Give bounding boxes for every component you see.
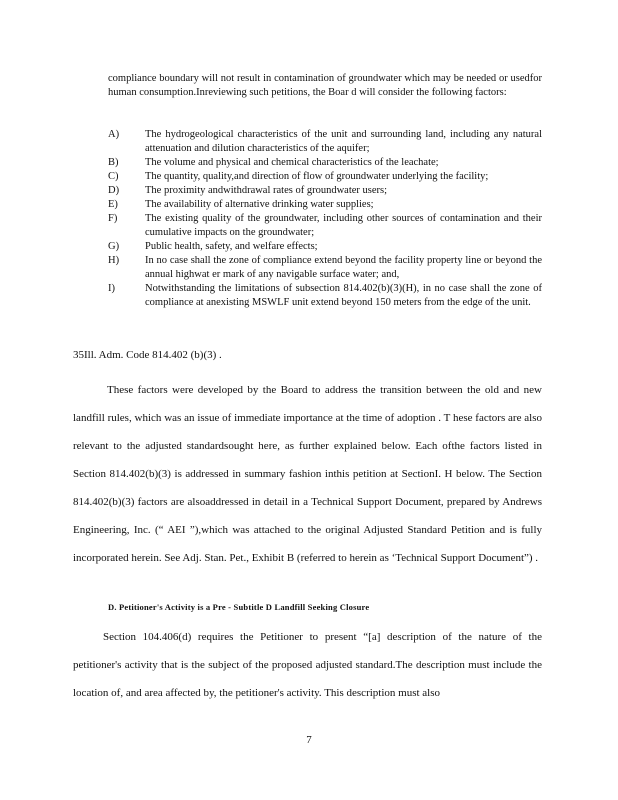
factor-label: G) bbox=[108, 241, 120, 252]
body-paragraph-1 bbox=[73, 376, 542, 572]
factor-b bbox=[108, 156, 542, 170]
factor-text: Public health, safety, and welfare effects; bbox=[145, 241, 318, 252]
paragraph-text: Section 104.406(d) requires the Petitioner to present “[a] description of the nature of the petitioner's activity that is the subject of the proposed adjusted standard.The description must include the location of, and area affected by, the petitioner's activity. This description must also bbox=[73, 631, 542, 699]
factor-g bbox=[108, 240, 542, 254]
block-quote bbox=[108, 72, 542, 99]
factor-label: I) bbox=[108, 283, 115, 294]
factor-d bbox=[108, 184, 542, 198]
factor-label: B) bbox=[108, 157, 119, 168]
section-heading: D. Petitioner's Activity is a Pre - Subtitle D Landfill Seeking Closure bbox=[108, 602, 370, 612]
factor-text: The availability of alternative drinking water supplies; bbox=[145, 199, 374, 210]
factor-text: Notwithstanding the limitations of subsection 814.402(b)(3)(H), in no case shall the zone of compliance at anexisting MSWLF unit extend beyond 150 meters from the edge of the unit. bbox=[145, 283, 542, 308]
citation: 35Ill. Adm. Code 814.402 (b)(3) . bbox=[73, 349, 222, 361]
factor-text: The existing quality of the groundwater, including other sources of contamination and their cumulative impacts on the groundwater; bbox=[145, 213, 542, 238]
factor-i bbox=[108, 282, 542, 310]
page-number: 7 bbox=[306, 734, 312, 746]
factor-f bbox=[108, 212, 542, 240]
paragraph-text: These factors were developed by the Board to address the transition between the old and new landfill rules, which was an issue of immediate importance at the time of adoption . T hese factors are also relevant to the adjusted standardsought here, as further explained below. Each ofthe factors listed in Section 814.402(b)(3) is addressed in summary fashion inthis petition at SectionI. H below. The Section 814.402(b)(3) factors are alsoaddressed in detail in a Technical Support Document, prepared by Andrews Engineering, Inc. (“ AEI ”),which was attached to the original Adjusted Standard Petition and is fully incorporated herein. See Adj. Stan. Pet., Exhibit B (referred to herein as ‘Technical Support Document”) . bbox=[73, 384, 542, 564]
factor-label: A) bbox=[108, 129, 120, 140]
factor-label: E) bbox=[108, 199, 118, 210]
factor-e bbox=[108, 198, 542, 212]
quote-intro: compliance boundary will not result in contamination of groundwater which may be needed or usedfor human consumption.Inreviewing such petitions, the Boar d will consider the following factors: bbox=[108, 73, 542, 98]
factor-text: The proximity andwithdrawal rates of groundwater users; bbox=[145, 185, 388, 196]
factor-h bbox=[108, 254, 542, 282]
factor-c bbox=[108, 170, 542, 184]
factor-text: The quantity, quality,and direction of flow of groundwater underlying the facility; bbox=[145, 171, 489, 182]
body-paragraph-2 bbox=[73, 623, 542, 707]
factor-text: The hydrogeological characteristics of the unit and surrounding land, including any natural attenuation and dilution characteristics of the aquifer; bbox=[145, 129, 542, 154]
factor-text: In no case shall the zone of compliance extend beyond the facility property line or beyond the annual highwat er mark of any navigable surface water; and, bbox=[145, 255, 542, 280]
factor-text: The volume and physical and chemical characteristics of the leachate; bbox=[145, 157, 439, 168]
factor-label: H) bbox=[108, 255, 120, 266]
factor-label: C) bbox=[108, 171, 119, 182]
factor-a bbox=[108, 128, 542, 156]
factor-label: F) bbox=[108, 213, 118, 224]
factors-list bbox=[108, 128, 542, 310]
factor-label: D) bbox=[108, 185, 120, 196]
